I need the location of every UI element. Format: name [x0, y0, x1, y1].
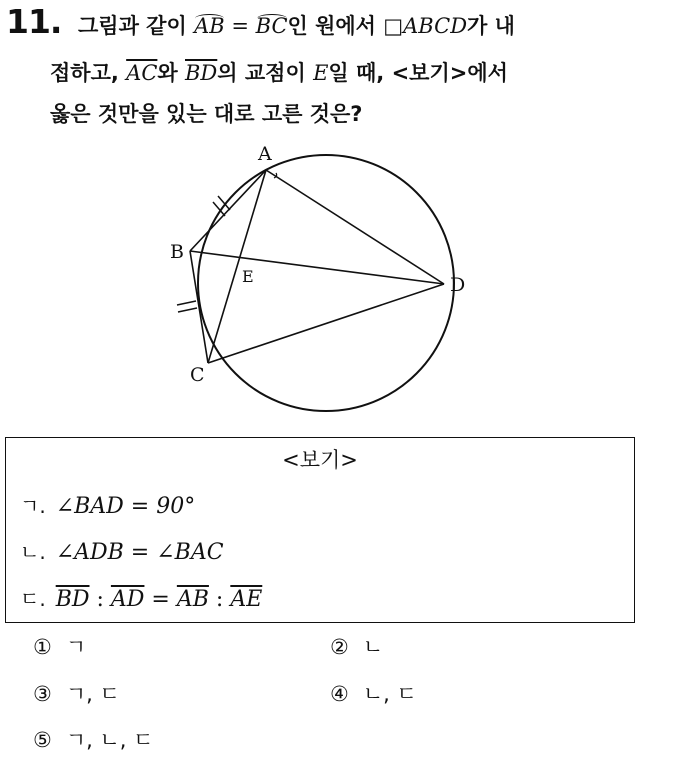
segment-bd: $\overline{BD}$ [55, 587, 90, 612]
label-d: D [450, 274, 466, 296]
choice-4[interactable] [330, 678, 417, 708]
statement-1 [20, 490, 195, 519]
question-number: 11. [6, 2, 62, 41]
choice-number: ① [33, 635, 52, 659]
question-line-1 [78, 10, 515, 40]
segment-bd: $\overline{BD}$ [185, 61, 218, 85]
question-text: 의 교점이 [217, 61, 314, 85]
question-line-3: 옳은 것만을 있는 대로 고른 것은? [50, 102, 363, 126]
choice-2[interactable] [330, 631, 383, 661]
choice-number: ⑤ [33, 728, 52, 752]
statement-marker: ㄷ. [20, 587, 46, 611]
label-a: A [258, 143, 272, 165]
ratio-separator: : [89, 587, 111, 612]
label-b: B [170, 241, 184, 263]
square-symbol: □ [383, 14, 404, 38]
question-text: 일 때, <보기>에서 [328, 61, 508, 85]
question-line-2 [50, 57, 508, 87]
question-text: 가 내 [467, 14, 515, 38]
label-e: E [242, 267, 254, 286]
choice-text: ㄴ [362, 635, 384, 659]
choice-number: ② [330, 635, 349, 659]
choice-text: ㄴ, ㄷ [362, 682, 417, 706]
equals-sign: = [144, 587, 177, 612]
choice-text: ㄱ [65, 635, 87, 659]
quadrilateral-name: ABCD [403, 14, 468, 38]
segment-ac: $\overline{AC}$ [126, 61, 158, 85]
arc-ab: AB [194, 14, 225, 38]
choice-number: ④ [330, 682, 349, 706]
arc-bc: BC [255, 14, 288, 38]
statement-2 [20, 536, 224, 565]
choice-1[interactable] [33, 631, 86, 661]
statement-marker: ㄴ. [20, 540, 46, 564]
circle-figure [150, 138, 470, 428]
bogi-box [5, 437, 635, 623]
question-text: 접하고, [50, 61, 127, 85]
segment-ae: $\overline{AE}$ [230, 587, 263, 612]
segment-ad: $\overline{AD}$ [110, 587, 145, 612]
tick-mark-bc [178, 308, 197, 312]
question-text: 인 원에서 [287, 14, 384, 38]
segment-ab: $\overline{AB}$ [176, 587, 209, 612]
choice-number: ③ [33, 682, 52, 706]
question-text: 그림과 같이 [78, 14, 195, 38]
diagonal-bd [190, 251, 444, 284]
bogi-title: <보기> [282, 448, 358, 472]
diagonal-ac [208, 170, 266, 363]
equals-sign: = [224, 14, 256, 38]
statement-text: ∠BAD = 90° [55, 494, 196, 519]
statement-3 [20, 583, 262, 612]
label-c: C [190, 364, 205, 386]
ratio-separator: : [208, 587, 231, 612]
statement-text: ∠ADB = ∠BAC [55, 540, 224, 565]
tick-mark-ab [218, 196, 230, 210]
choice-text: ㄱ, ㄴ, ㄷ [65, 728, 154, 752]
choice-5[interactable] [33, 724, 153, 754]
choice-text: ㄱ, ㄷ [65, 682, 120, 706]
side-cd [208, 284, 444, 363]
point-e: E [313, 61, 329, 85]
tick-mark-bc [177, 301, 196, 305]
side-da [266, 170, 444, 284]
question-text: 와 [157, 61, 185, 85]
circumcircle [198, 155, 454, 411]
choice-3[interactable] [33, 678, 120, 708]
statement-marker: ㄱ. [20, 494, 46, 518]
